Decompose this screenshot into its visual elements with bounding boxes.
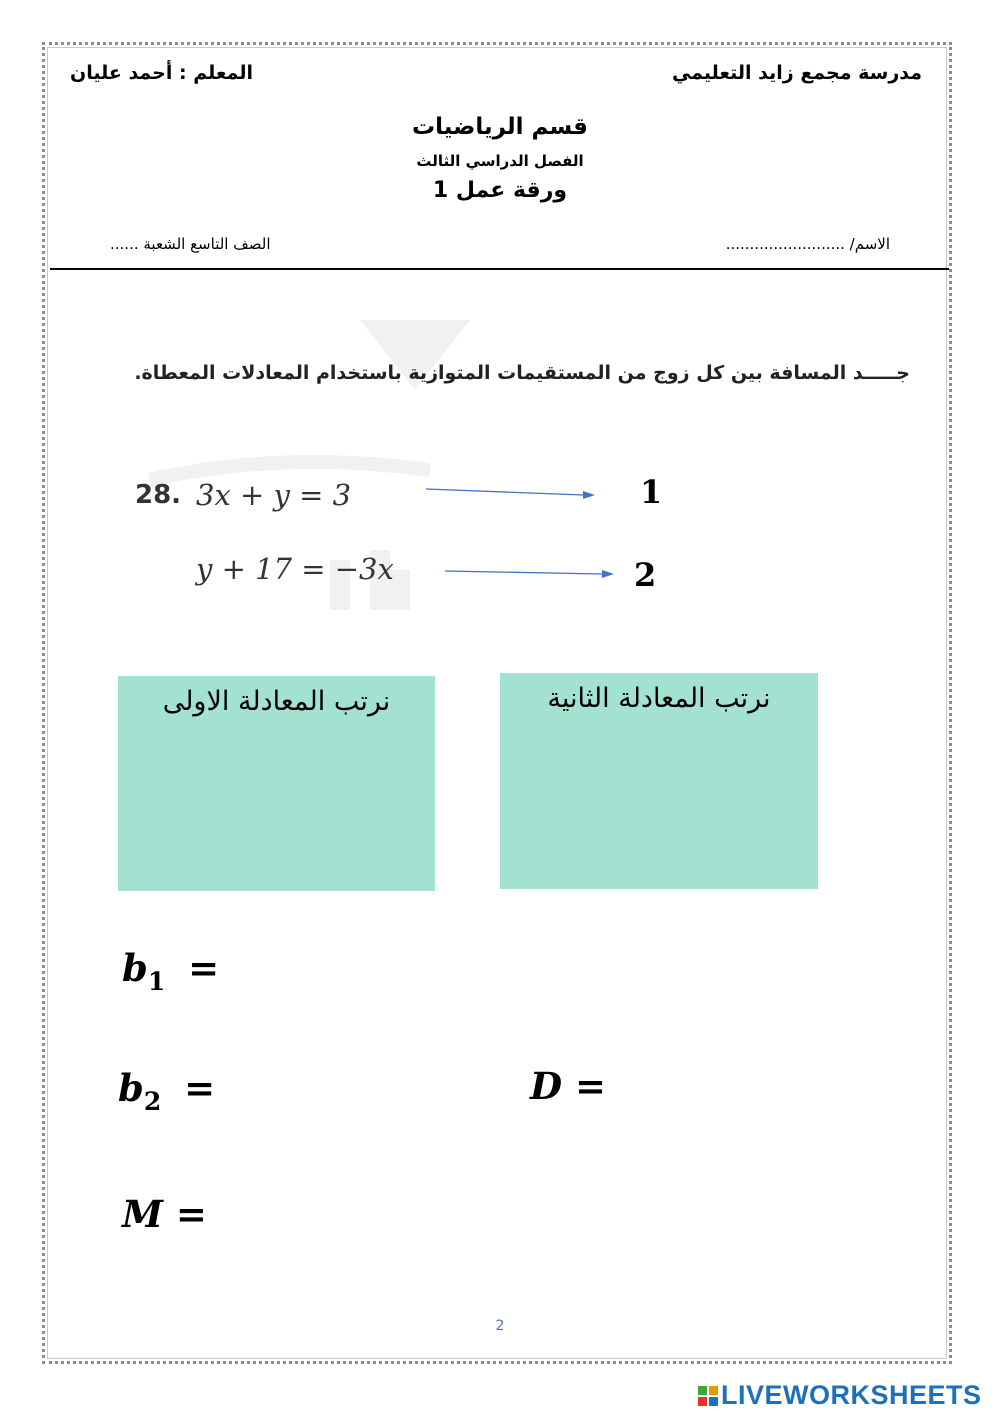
liveworksheets-brand[interactable] — [697, 1380, 982, 1411]
b2-subscript: 2 — [143, 1087, 162, 1116]
equation-label-2: 2 — [634, 556, 657, 594]
arrow-icon-1 — [426, 489, 583, 495]
rearrange-first-equation-box[interactable] — [118, 676, 435, 891]
b1-subscript: 1 — [147, 967, 166, 996]
b2-equals: = — [184, 1066, 216, 1110]
problem-number: 28. — [135, 480, 182, 510]
rearrange-second-equation-box[interactable] — [500, 673, 818, 889]
b1-answer[interactable] — [122, 946, 220, 996]
arrow-head-icon-2 — [602, 570, 614, 578]
student-name-field[interactable]: الاسم/ ......................... — [725, 235, 890, 253]
header-divider — [50, 268, 949, 270]
arrow-head-icon-1 — [583, 491, 595, 499]
slope-answer[interactable]: M = — [122, 1192, 207, 1236]
distance-answer[interactable]: D = — [530, 1064, 606, 1108]
department-title: قسم الرياضيات — [412, 114, 588, 140]
b2-answer[interactable] — [118, 1066, 216, 1116]
brand-text: LIVEWORKSHEETS — [721, 1380, 982, 1410]
arrows — [420, 480, 620, 580]
teacher-name: المعلم : أحمد عليان — [70, 62, 253, 84]
b1-symbol: b — [122, 946, 148, 990]
term-title: الفصل الدراسي الثالث — [416, 152, 584, 170]
liveworksheets-logo-icon — [697, 1385, 719, 1407]
instruction-text: جـــــد المسافة بين كل زوج من المستقيمات المتوازية باستخدام المعادلات المعطاة. — [134, 362, 910, 384]
arrow-icon-2 — [445, 571, 602, 574]
class-section-field[interactable]: الصف التاسع الشعبة ...... — [110, 235, 271, 253]
page-number: 2 — [495, 1318, 505, 1334]
equation-2: y + 17 = −3x — [196, 552, 394, 586]
equation-label-1: 1 — [640, 473, 663, 511]
b2-symbol: b — [118, 1066, 144, 1110]
school-name: مدرسة مجمع زايد التعليمي — [671, 62, 922, 84]
b1-equals: = — [188, 946, 220, 990]
box-label-first: نرتب المعادلة الاولى — [162, 686, 391, 717]
equation-1: 3x + y = 3 — [196, 478, 352, 512]
worksheet-title: ورقة عمل 1 — [432, 178, 568, 203]
box-label-second: نرتب المعادلة الثانية — [547, 683, 771, 714]
